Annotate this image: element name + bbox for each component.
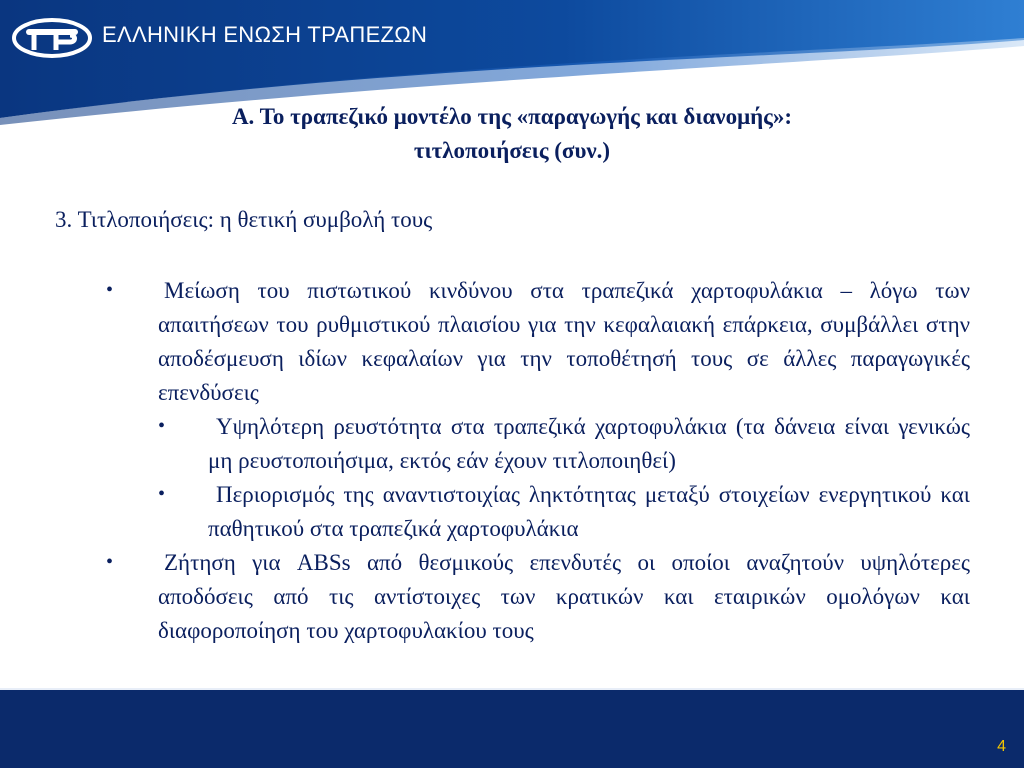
bullet-item-2: Υψηλότερη ρευστότητα στα τραπεζικά χαρτοφυλάκια (τα δάνεια είναι γενικώς μη ρευστοποιήσιμα, εκτός εάν έχουν τιτλοποιηθεί) <box>208 414 970 473</box>
slide-title <box>0 100 1024 168</box>
hba-logo-icon <box>12 18 92 58</box>
slide-title-line-1: Α. Το τραπεζικό μοντέλο της «παραγωγής και διανομής»: <box>231 104 793 129</box>
bullet-item-3: Περιορισμός της αναντιστοιχίας ληκτότητας μεταξύ στοιχείων ενεργητικού και παθητικού στα τραπεζικά χαρτοφυλάκια <box>208 482 970 541</box>
bullet-marker-4: • <box>106 551 114 573</box>
bullet-item-4: Ζήτηση για ABSs από θεσμικούς επενδυτές οι οποίοι αναζητούν υψηλότερες αποδόσεις από τις αντίστοιχες των κρατικών και εταιρικών ομολόγων και διαφοροποίηση του χαρτοφυλακίου τους <box>158 550 970 643</box>
bullet-marker-3: • <box>158 483 166 505</box>
page-number: 4 <box>997 738 1006 755</box>
footer-bar <box>0 688 1024 768</box>
bullet-item-1: Μείωση του πιστωτικού κινδύνου στα τραπεζικά χαρτοφυλάκια – λόγω των απαιτήσεων του ρυθμιστικού πλαισίου για την κεφαλαιακή επάρκεια, συμβάλλει στην αποδέσμευση ιδίων κεφαλαίων για την τοποθέτησή τους σε άλλες παραγωγικές επενδύσεις <box>158 278 970 405</box>
section-heading: 3. Τιτλοποιήσεις: η θετική συμβολή τους <box>55 207 433 232</box>
organization-name: ΕΛΛΗΝΙΚΗ ΕΝΩΣΗ ΤΡΑΠΕΖΩΝ <box>102 22 428 47</box>
bullet-marker-2: • <box>158 415 166 437</box>
slide-title-line-2: τιτλοποιήσεις (συν.) <box>413 138 611 163</box>
bullet-marker-1: • <box>106 279 114 301</box>
